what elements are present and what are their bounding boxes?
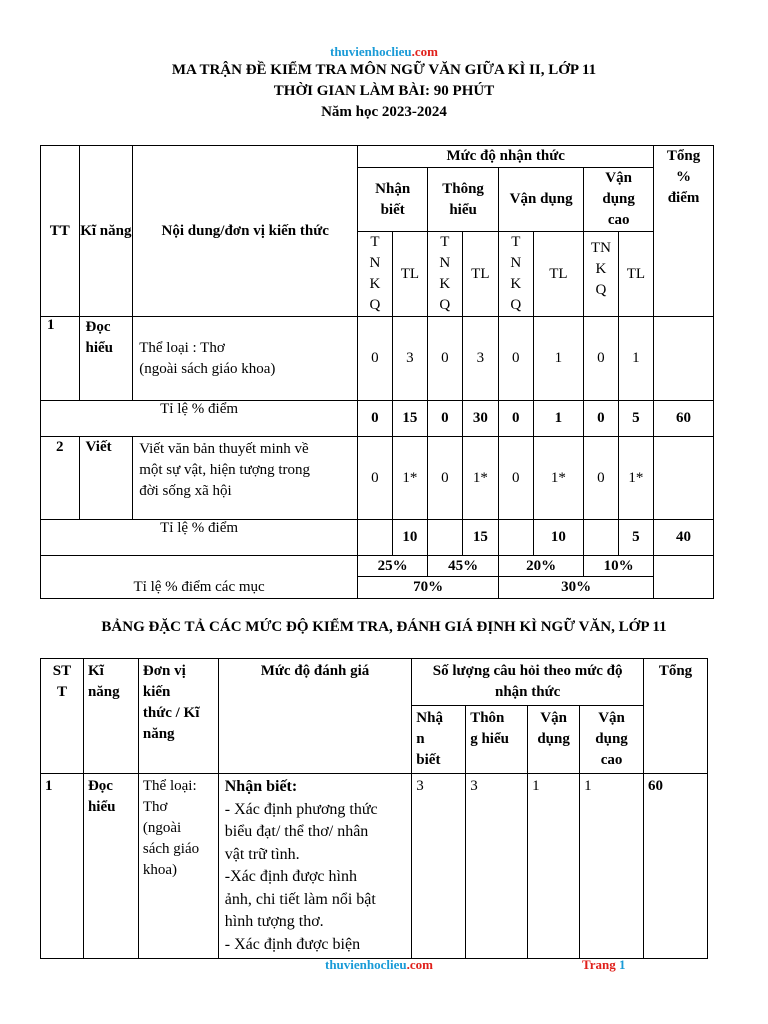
header-total: Tổng % điểm bbox=[654, 146, 714, 317]
percent-apply-high: 10% bbox=[584, 556, 654, 577]
table-row bbox=[41, 437, 714, 520]
cell-value: 5 bbox=[618, 401, 653, 437]
cell-value: 1 bbox=[533, 317, 584, 401]
table-row bbox=[41, 577, 714, 599]
cell-value: 3 bbox=[392, 317, 427, 401]
spec-header-skill: Kĩ năng bbox=[83, 659, 138, 774]
table-row bbox=[41, 520, 714, 556]
summary-low: 70% bbox=[358, 577, 499, 599]
spec-row-unit: Thể loại: Thơ (ngoài sách giáo khoa) bbox=[138, 774, 218, 959]
header-tt: TT bbox=[41, 146, 80, 317]
cell-value: 30 bbox=[462, 401, 498, 437]
cell-total bbox=[654, 437, 714, 520]
cell-value: 15 bbox=[462, 520, 498, 556]
specification-table bbox=[40, 658, 708, 959]
spec-header-level: Nhậ n biết bbox=[412, 706, 466, 774]
cell-value: 10 bbox=[533, 520, 584, 556]
row-skill: Viết bbox=[79, 437, 133, 520]
cell-empty bbox=[584, 520, 618, 556]
spec-count: 3 bbox=[412, 774, 466, 959]
percent-recognize: 25% bbox=[358, 556, 428, 577]
spec-count: 3 bbox=[466, 774, 528, 959]
table-row bbox=[41, 401, 714, 437]
cell-value: 0 bbox=[428, 317, 462, 401]
cell-value: 5 bbox=[618, 520, 653, 556]
header-level-apply-high: Vận dụng cao bbox=[584, 168, 654, 232]
row-number: 2 bbox=[41, 437, 80, 520]
cell-value: 1* bbox=[533, 437, 584, 520]
spec-header-stt: ST T bbox=[41, 659, 84, 774]
page-number bbox=[582, 957, 625, 973]
cell-empty bbox=[41, 556, 358, 577]
header-tl: TL bbox=[533, 232, 584, 317]
table-row bbox=[41, 774, 708, 959]
header-tl: TL bbox=[392, 232, 427, 317]
header-tnkq: T N K Q bbox=[428, 232, 462, 317]
cell-value: 0 bbox=[499, 437, 533, 520]
spec-row-number: 1 bbox=[41, 774, 84, 959]
site-watermark-header bbox=[0, 44, 768, 60]
cell-value: 0 bbox=[499, 317, 533, 401]
row-skill: Đọc hiểu bbox=[79, 317, 133, 401]
cell-value: 0 bbox=[584, 437, 618, 520]
site-name: thuvienhoclieu bbox=[330, 44, 412, 59]
document-title: MA TRẬN ĐỀ KIỂM TRA MÔN NGỮ VĂN GIỮA KÌ II, LỚP 11 bbox=[171, 62, 597, 78]
spec-header-level: Vận dụng bbox=[528, 706, 580, 774]
spec-header-eval: Mức độ đánh giá bbox=[218, 659, 412, 774]
cell-value: 1* bbox=[462, 437, 498, 520]
spec-header-total: Tổng bbox=[644, 659, 708, 774]
summary-high: 30% bbox=[499, 577, 654, 599]
spec-header-level: Vận dụng cao bbox=[580, 706, 644, 774]
header-cognitive-level: Mức độ nhận thức bbox=[358, 146, 654, 168]
header-level-understand: Thông hiểu bbox=[428, 168, 499, 232]
cell-value: 0 bbox=[584, 401, 618, 437]
spec-total: 60 bbox=[644, 774, 708, 959]
cell-value: 0 bbox=[428, 401, 462, 437]
percent-apply: 20% bbox=[499, 556, 584, 577]
table-row bbox=[41, 556, 714, 577]
header-tl: TL bbox=[618, 232, 653, 317]
cell-value: 0 bbox=[358, 437, 392, 520]
cell-value: 15 bbox=[392, 401, 427, 437]
header-level-recognize: Nhận biết bbox=[358, 168, 428, 232]
site-watermark-footer bbox=[325, 957, 433, 973]
site-name: thuvienhoclieu bbox=[325, 957, 407, 972]
cell-empty bbox=[499, 520, 533, 556]
header-tnkq: T N K Q bbox=[499, 232, 533, 317]
exam-duration: THỜI GIAN LÀM BÀI: 90 PHÚT bbox=[273, 83, 495, 99]
page-label: Trang bbox=[582, 957, 616, 972]
cell-empty bbox=[358, 520, 392, 556]
cell-value: 3 bbox=[462, 317, 498, 401]
header-tnkq: TN K Q bbox=[584, 232, 618, 317]
spec-header-question-count: Số lượng câu hỏi theo mức độ nhận thức bbox=[412, 659, 644, 706]
ratio-label: Tỉ lệ % điểm bbox=[41, 520, 358, 556]
cell-total bbox=[654, 317, 714, 401]
row-content: Viết văn bản thuyết minh về một sự vật, hiện tượng trong đời sống xã hội bbox=[133, 437, 358, 520]
header-tnkq: T N K Q bbox=[358, 232, 392, 317]
cell-total: 40 bbox=[654, 520, 714, 556]
row-number: 1 bbox=[41, 317, 80, 401]
spec-count: 1 bbox=[580, 774, 644, 959]
cell-value: 0 bbox=[499, 401, 533, 437]
cell-value: 1* bbox=[392, 437, 427, 520]
cell-value: 0 bbox=[358, 317, 392, 401]
cell-value: 1* bbox=[618, 437, 653, 520]
assessment-matrix-table bbox=[40, 145, 714, 599]
school-year: Năm học 2023-2024 bbox=[321, 104, 447, 120]
cell-value: 10 bbox=[392, 520, 427, 556]
site-domain: .com bbox=[406, 957, 433, 972]
cell-total: 60 bbox=[654, 401, 714, 437]
summary-label: Tỉ lệ % điểm các mục bbox=[41, 577, 358, 599]
cell-empty bbox=[654, 556, 714, 599]
header-skill: Kĩ năng bbox=[79, 146, 133, 317]
header-content: Nội dung/đơn vị kiến thức bbox=[133, 146, 358, 317]
spec-count: 1 bbox=[528, 774, 580, 959]
cell-value: 0 bbox=[584, 317, 618, 401]
site-domain: .com bbox=[411, 44, 438, 59]
spec-header-unit: Đơn vị kiến thức / Kĩ năng bbox=[138, 659, 218, 774]
spec-row-eval: Nhận biết: - Xác định phương thức biểu đạt/ thể thơ/ nhân vật trữ tình. -Xác định được hình ảnh, chi tiết làm nổi bật hình tượng thơ. - Xác định được biện bbox=[218, 774, 412, 959]
cell-empty bbox=[428, 520, 462, 556]
cell-value: 0 bbox=[358, 401, 392, 437]
cell-value: 1 bbox=[533, 401, 584, 437]
ratio-label: Tỉ lệ % điểm bbox=[41, 401, 358, 437]
cell-value: 1 bbox=[618, 317, 653, 401]
row-content: Thể loại : Thơ (ngoài sách giáo khoa) bbox=[133, 317, 358, 401]
cell-value: 0 bbox=[428, 437, 462, 520]
spec-table-title: BẢNG ĐẶC TẢ CÁC MỨC ĐỘ KIỂM TRA, ĐÁNH GIÁ ĐỊNH KÌ NGỮ VĂN, LỚP 11 bbox=[101, 619, 667, 635]
header-level-apply: Vận dụng bbox=[499, 168, 584, 232]
table-row bbox=[41, 317, 714, 401]
spec-header-level: Thôn g hiểu bbox=[466, 706, 528, 774]
spec-row-skill: Đọc hiểu bbox=[83, 774, 138, 959]
page-number-value: 1 bbox=[618, 957, 626, 972]
percent-understand: 45% bbox=[428, 556, 499, 577]
header-tl: TL bbox=[462, 232, 498, 317]
